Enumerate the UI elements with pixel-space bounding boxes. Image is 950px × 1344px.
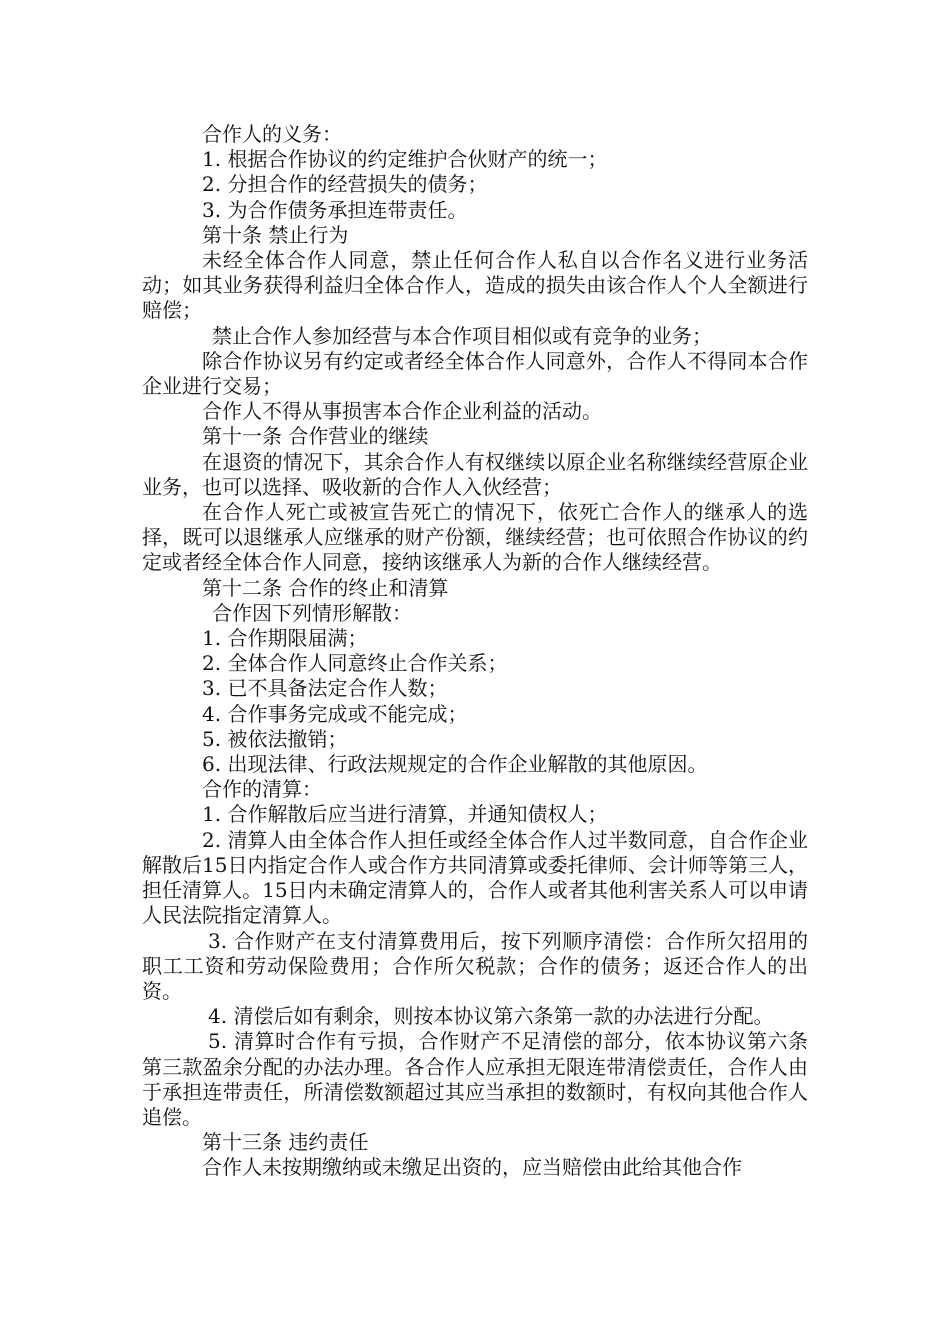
paragraph-liquidation-heading: 合作的清算： bbox=[202, 777, 322, 802]
article-13-heading: 第十三条 违约责任 bbox=[202, 1130, 369, 1155]
paragraph-article-11-clause-2: 在合作人死亡或被宣告死亡的情况下，依死亡合作人的继承人的选择，既可以退继承人应继承的财产份额，继续经营；也可依照合作协议的约定或者经全体合作人同意，接纳该继承人为新的合作人继续经营。 bbox=[142, 500, 808, 575]
article-10-heading: 第十条 禁止行为 bbox=[202, 222, 349, 247]
paragraph-obligation-2: 2. 分担合作的经营损失的债务； bbox=[202, 172, 488, 197]
paragraph-article-10-clause-1: 未经全体合作人同意，禁止任何合作人私自以合作名义进行业务活动；如其业务获得利益归全体合作人，造成的损失由该合作人个人全额进行赔偿； bbox=[142, 248, 808, 323]
paragraph-article-13-clause-1: 合作人未按期缴纳或未缴足出资的，应当赔偿由此给其他合作 bbox=[202, 1155, 742, 1180]
paragraph-liquidation-2: 2. 清算人由全体合作人担任或经全体合作人过半数同意，自合作企业解散后15日内指定合作人或合作方共同清算或委托律师、会计师等第三人，担任清算人。15日内未确定清算人的，合作人或者其他利害关系人可以申请人民法院指定清算人。 bbox=[142, 827, 808, 928]
paragraph-dissolution-1: 1. 合作期限届满； bbox=[202, 626, 368, 651]
paragraph-dissolution-6: 6. 出现法律、行政法规规定的合作企业解散的其他原因。 bbox=[202, 752, 708, 777]
paragraph-dissolution-2: 2. 全体合作人同意终止合作关系； bbox=[202, 651, 508, 676]
article-12-heading: 第十二条 合作的终止和清算 bbox=[202, 575, 449, 600]
paragraph-obligation-1: 1. 根据合作协议的约定维护合伙财产的统一； bbox=[202, 147, 608, 172]
paragraph-article-10-clause-2: 禁止合作人参加经营与本合作项目相似或有竞争的业务； bbox=[212, 323, 712, 348]
paragraph-partner-obligations-heading: 合作人的义务： bbox=[202, 122, 342, 146]
paragraph-article-11-clause-1: 在退资的情况下，其余合作人有权继续以原企业名称继续经营原企业业务，也可以选择、吸收新的合作人入伙经营； bbox=[142, 449, 808, 499]
document-body bbox=[142, 122, 808, 1181]
paragraph-dissolution-3: 3. 已不具备法定合作人数； bbox=[202, 676, 448, 701]
paragraph-liquidation-1: 1. 合作解散后应当进行清算，并通知债权人； bbox=[202, 802, 608, 827]
paragraph-liquidation-4: 4. 清偿后如有剩余，则按本协议第六条第一款的办法进行分配。 bbox=[208, 1004, 774, 1029]
paragraph-article-10-clause-4: 合作人不得从事损害本合作企业利益的活动。 bbox=[202, 399, 602, 424]
paragraph-dissolution-5: 5. 被依法撤销； bbox=[202, 726, 348, 751]
article-11-heading: 第十一条 合作营业的继续 bbox=[202, 424, 429, 449]
paragraph-liquidation-5: 5. 清算时合作有亏损，合作财产不足清偿的部分，依本协议第六条第三款盈余分配的办法办理。各合作人应承担无限连带清偿责任，合作人由于承担连带责任，所清偿数额超过其应当承担的数额时，有权向其他合作人追偿。 bbox=[142, 1029, 808, 1129]
paragraph-liquidation-3: 3. 合作财产在支付清算费用后，按下列顺序清偿：合作所欠招用的职工工资和劳动保险费用；合作所欠税款；合作的债务；返还合作人的出资。 bbox=[142, 928, 808, 1003]
paragraph-article-10-clause-3: 除合作协议另有约定或者经全体合作人同意外，合作人不得同本合作企业进行交易； bbox=[142, 348, 808, 399]
paragraph-dissolution-heading: 合作因下列情形解散： bbox=[212, 600, 412, 625]
paragraph-dissolution-4: 4. 合作事务完成或不能完成； bbox=[202, 701, 468, 726]
paragraph-obligation-3: 3. 为合作债务承担连带责任。 bbox=[202, 197, 468, 222]
